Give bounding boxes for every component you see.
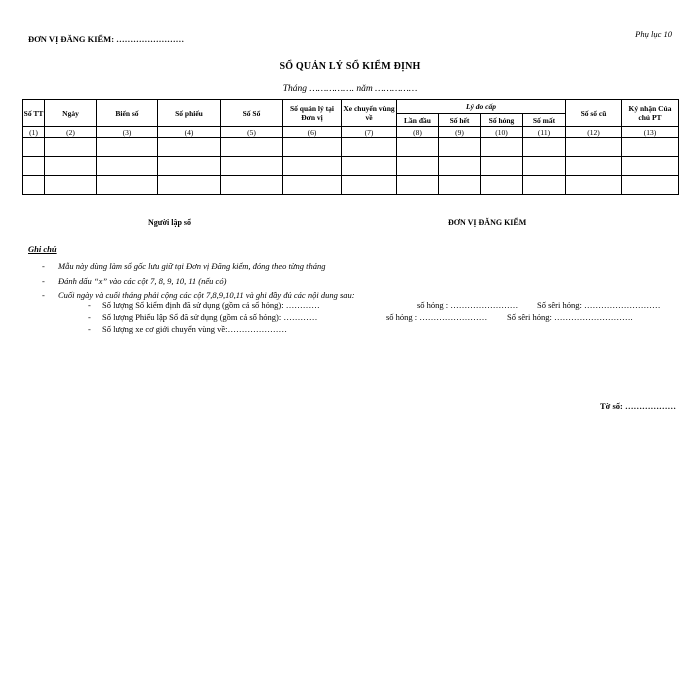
- sub-item: - Số lượng Sổ kiểm định đã sử dụng (gồm cả sổ hỏng): …………: [88, 300, 320, 310]
- col-header-old-book: Số sổ cũ: [566, 100, 622, 127]
- col-number: (4): [158, 127, 221, 138]
- table-cell: [622, 157, 679, 176]
- table-cell: [622, 138, 679, 157]
- table-cell: [45, 176, 97, 195]
- sub-item-damaged: số hỏng : ……………………: [386, 312, 488, 322]
- note-item: - Đánh dấu “x” vào các cột 7, 8, 9, 10, 11 (nếu có): [42, 276, 227, 286]
- signature-unit: ĐƠN VỊ ĐĂNG KIỂM: [448, 218, 527, 227]
- col-header-unit-mgmt-no: Số quản lý tại Đơn vị: [283, 100, 342, 127]
- sub-item-text: Số lượng Phiếu lập Sổ đã sử dụng (gồm cả số hỏng): …………: [102, 312, 318, 322]
- col-header-lost: Số mất: [523, 114, 566, 127]
- col-header-first-time: Lần đầu: [397, 114, 439, 127]
- table-row: [23, 157, 679, 176]
- appendix-label: Phụ lục 10: [635, 29, 672, 39]
- col-number: (3): [97, 127, 158, 138]
- table-cell: [622, 176, 679, 195]
- col-number: (6): [283, 127, 342, 138]
- month-year-line: Tháng ……………. năm ……………: [282, 84, 418, 94]
- note-text: Đánh dấu “x” vào các cột 7, 8, 9, 10, 11 (nếu có): [58, 276, 227, 286]
- table-cell: [566, 157, 622, 176]
- col-header-slip-no: Số phiếu: [158, 100, 221, 127]
- table-cell: [283, 176, 342, 195]
- table-cell: [397, 138, 439, 157]
- unit-label: ĐƠN VỊ ĐĂNG KIỂM: ……………………: [28, 34, 185, 44]
- table-cell: [23, 138, 45, 157]
- table-cell: [158, 176, 221, 195]
- sub-item-text: Số lượng xe cơ giới chuyển vùng về:…………………: [102, 324, 288, 334]
- col-number: (2): [45, 127, 97, 138]
- table-cell: [221, 176, 283, 195]
- table-cell: [283, 157, 342, 176]
- col-header-date: Ngày: [45, 100, 97, 127]
- sub-item-damaged: số hỏng : ……………………: [417, 300, 519, 310]
- col-number: (13): [622, 127, 679, 138]
- table-cell: [481, 157, 523, 176]
- document-title: SỔ QUẢN LÝ SỔ KIỂM ĐỊNH: [279, 61, 421, 72]
- sub-item: - Số lượng Phiếu lập Sổ đã sử dụng (gồm cả số hỏng): …………: [88, 312, 318, 322]
- col-number: (11): [523, 127, 566, 138]
- table-cell: [566, 138, 622, 157]
- table-cell: [342, 138, 397, 157]
- sub-item-serial: Số sêri hỏng: ………………………: [537, 300, 661, 310]
- note-text: Mẫu này dùng làm sổ gốc lưu giữ tại Đơn vị Đăng kiểm, đóng theo từng tháng: [58, 261, 326, 271]
- note-item: - Mẫu này dùng làm sổ gốc lưu giữ tại Đơn vị Đăng kiểm, đóng theo từng tháng: [42, 261, 326, 271]
- col-header-expired: Số hết: [439, 114, 481, 127]
- col-number: (12): [566, 127, 622, 138]
- table-cell: [342, 157, 397, 176]
- notes-title: Ghi chú: [28, 244, 57, 254]
- signature-preparer: Người lập sổ: [148, 218, 192, 227]
- table-cell: [439, 138, 481, 157]
- col-header-transfer-vehicle: Xe chuyển vùng về: [342, 100, 397, 127]
- col-group-reason: Lý do cấp: [397, 100, 566, 114]
- table-cell: [439, 157, 481, 176]
- col-header-owner-sign: Ký nhận Của chủ PT: [622, 100, 679, 127]
- table-cell: [481, 138, 523, 157]
- col-number: (10): [481, 127, 523, 138]
- table-cell: [523, 138, 566, 157]
- table-cell: [566, 176, 622, 195]
- table-cell: [342, 176, 397, 195]
- sheet-number: Tờ số: ………………: [599, 401, 676, 411]
- col-number: (7): [342, 127, 397, 138]
- table-cell: [97, 138, 158, 157]
- table-cell: [45, 138, 97, 157]
- table-cell: [158, 138, 221, 157]
- table-cell: [283, 138, 342, 157]
- table-cell: [23, 176, 45, 195]
- col-header-stt: Số TT: [23, 100, 45, 127]
- note-text: Cuối ngày và cuối tháng phải cộng các cột 7,8,9,10,11 và ghi đầy đủ các nội dung sau:: [58, 290, 355, 300]
- table-cell: [97, 176, 158, 195]
- table-cell: [97, 157, 158, 176]
- col-header-plate: Biển số: [97, 100, 158, 127]
- table-cell: [397, 176, 439, 195]
- table-cell: [23, 157, 45, 176]
- col-number: (1): [23, 127, 45, 138]
- register-table: [22, 99, 679, 195]
- table-row: [23, 138, 679, 157]
- sub-item-text: Số lượng Sổ kiểm định đã sử dụng (gồm cả sổ hỏng): …………: [102, 300, 320, 310]
- table-cell: [523, 157, 566, 176]
- col-header-book-no: Số Sổ: [221, 100, 283, 127]
- sub-item: - Số lượng xe cơ giới chuyển vùng về:…………………: [88, 324, 288, 334]
- sub-item-serial: Số sêri hỏng: ……………………….: [507, 312, 633, 322]
- table-row: [23, 176, 679, 195]
- note-item: - Cuối ngày và cuối tháng phải cộng các cột 7,8,9,10,11 và ghi đầy đủ các nội dung sau:: [42, 290, 355, 300]
- table-cell: [439, 176, 481, 195]
- table-cell: [397, 157, 439, 176]
- col-header-damaged: Số hỏng: [481, 114, 523, 127]
- col-number: (8): [397, 127, 439, 138]
- col-number: (5): [221, 127, 283, 138]
- table-cell: [221, 157, 283, 176]
- table-cell: [221, 138, 283, 157]
- col-number: (9): [439, 127, 481, 138]
- table-cell: [158, 157, 221, 176]
- table-cell: [481, 176, 523, 195]
- table-cell: [45, 157, 97, 176]
- table-cell: [523, 176, 566, 195]
